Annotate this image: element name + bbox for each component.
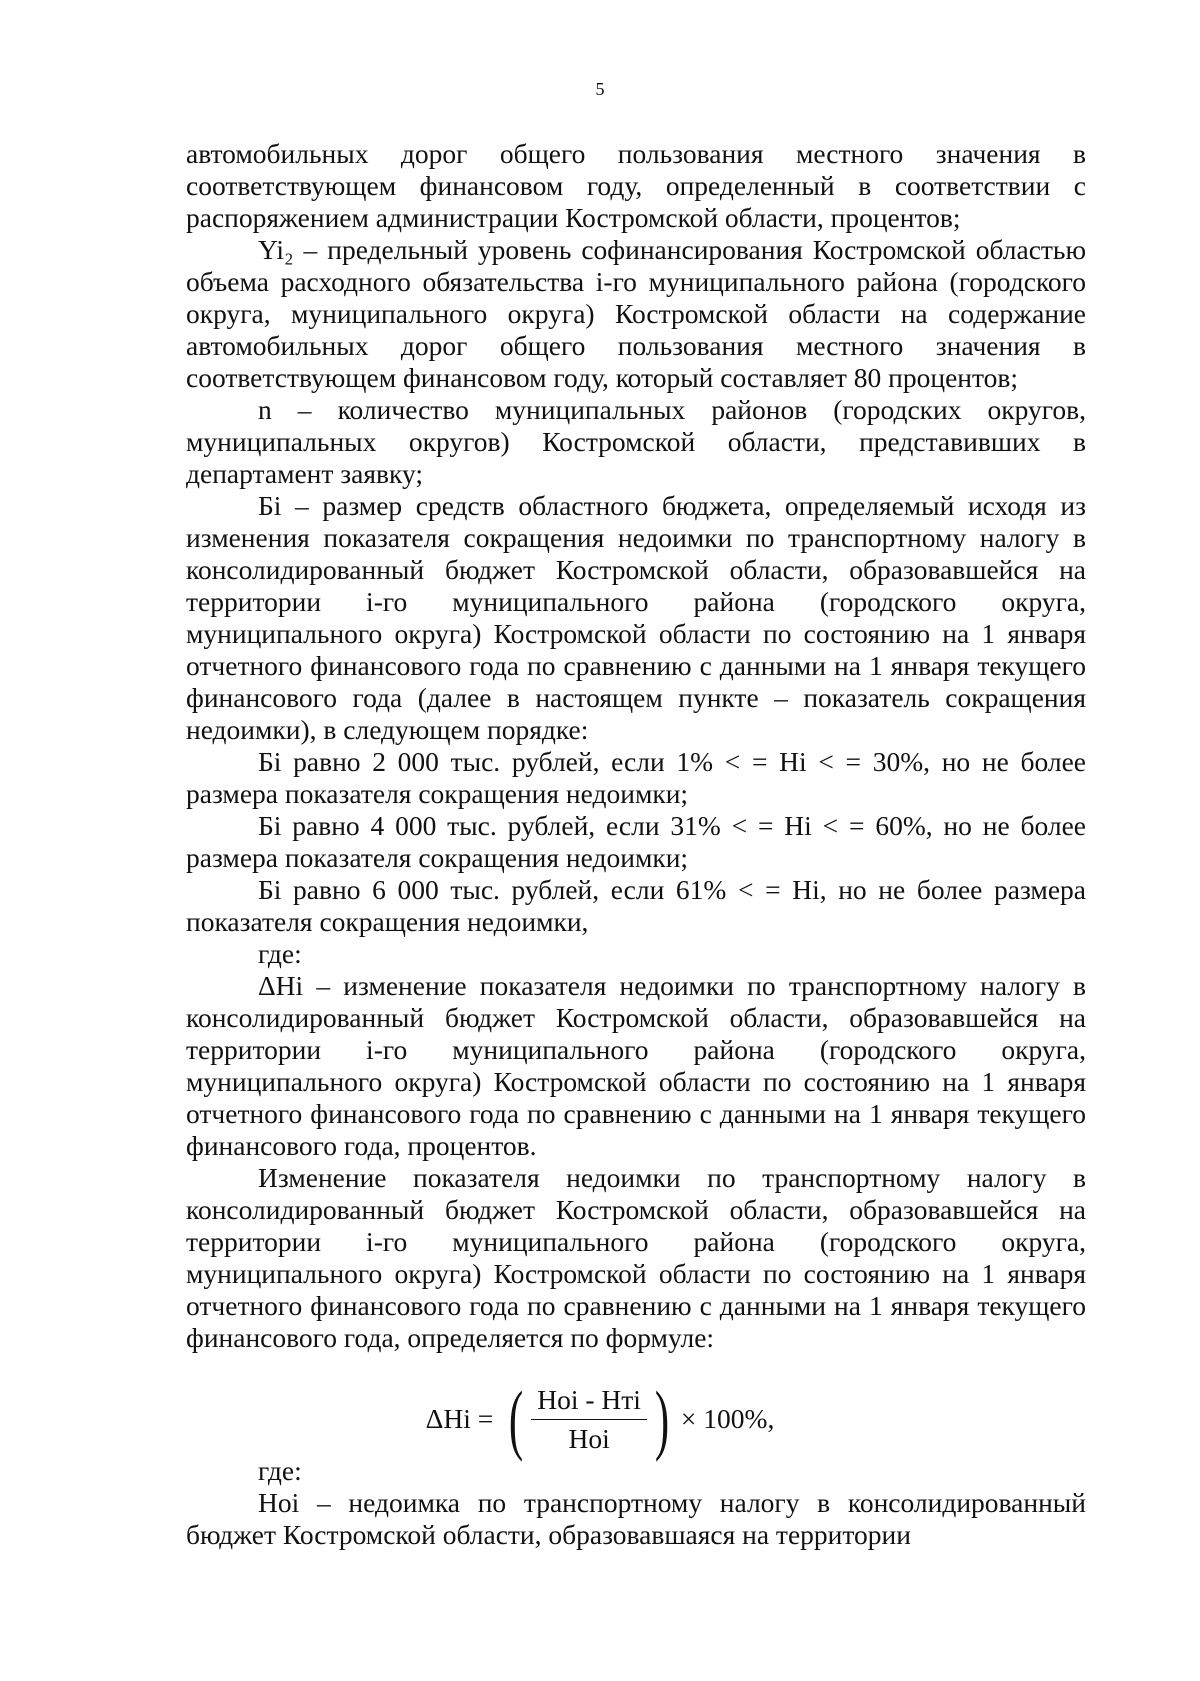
paragraph: где: bbox=[258, 1455, 302, 1486]
paragraph: ΔHi – изменение показателя недоимки по транспортному налогу в консолидированный бюджет Костромской области, образовавшейся на территории i-го муниципального района (городского округа, муниципального округа) Костромской области по состоянию на 1 января отчетного финансового года по сравнению с данными на 1 января текущего финансового года, процентов. bbox=[186, 970, 1086, 1161]
document-body-continued bbox=[186, 1455, 1086, 1551]
formula-lhs: ΔHi = bbox=[425, 1403, 494, 1434]
paragraph: n – количество муниципальных районов (городских округов, муниципальных округов) Костромской области, представивших в департамент заявку; bbox=[186, 394, 1086, 489]
formula-fraction bbox=[531, 1383, 647, 1456]
formula bbox=[0, 1375, 1200, 1462]
paragraph: Hoi – недоимка по транспортному налогу в консолидированный бюджет Костромской области, образовавшаяся на территории bbox=[186, 1487, 1086, 1550]
formula-rhs: × 100%, bbox=[680, 1403, 775, 1434]
document-body bbox=[186, 138, 1086, 1354]
paragraph: Yi₂ – предельный уровень софинансирования Костромской областью объема расходного обязательства i-го муниципального района (городского округа, муниципального округа) Костромской области на содержание автомобильных дорог общего пользования местного значения в соответствующем финансовом году, который составляет 80 процентов; bbox=[186, 234, 1086, 393]
paragraph: автомобильных дорог общего пользования местного значения в соответствующем финансовом году, определенный в соответствии с распоряжением администрации Костромской области, процентов; bbox=[186, 138, 1086, 233]
formula-close-paren: ) bbox=[654, 1375, 670, 1462]
formula-open-paren: ( bbox=[509, 1375, 524, 1462]
paragraph: Изменение показателя недоимки по транспортному налогу в консолидированный бюджет Костромской области, образовавшейся на территории i-го муниципального района (городского округа, муниципального округа) Костромской области по состоянию на 1 января отчетного финансового года по сравнению с данными на 1 января текущего финансового года, определяется по формуле: bbox=[186, 1162, 1086, 1353]
formula-numerator: Hoi - Hтi bbox=[531, 1383, 647, 1420]
paragraph: Бi равно 4 000 тыс. рублей, если 31% < = Hi < = 60%, но не более размера показателя сокращения недоимки; bbox=[186, 810, 1086, 873]
paragraph: Бi равно 6 000 тыс. рублей, если 61% < = Hi, но не более размера показателя сокращения недоимки, bbox=[186, 874, 1086, 937]
paragraph: Бi – размер средств областного бюджета, определяемый исходя из изменения показателя сокращения недоимки по транспортному налогу в консолидированный бюджет Костромской области, образовавшейся на территории i-го муниципального района (городского округа, муниципального округа) Костромской области по состоянию на 1 января отчетного финансового года по сравнению с данными на 1 января текущего финансового года (далее в настоящем пункте – показатель сокращения недоимки), в следующем порядке: bbox=[186, 490, 1086, 745]
formula-denominator: Hoi bbox=[568, 1422, 610, 1454]
paragraph: где: bbox=[258, 938, 302, 969]
paragraph: Бi равно 2 000 тыс. рублей, если 1% < = Hi < = 30%, но не более размера показателя сокращения недоимки; bbox=[186, 746, 1086, 809]
page-number: 5 bbox=[595, 79, 605, 99]
